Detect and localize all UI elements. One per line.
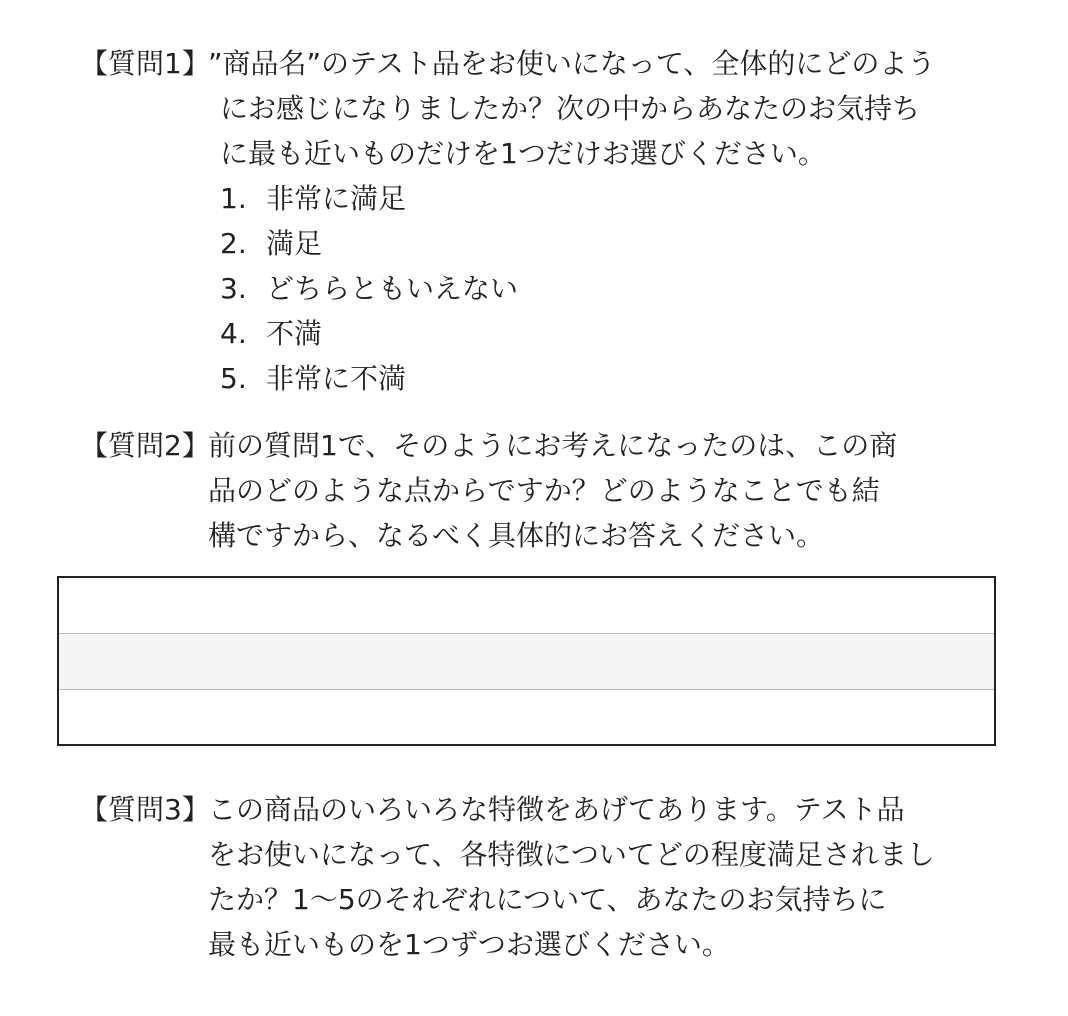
option-label: 非常に満足 xyxy=(266,182,407,215)
option-label: どちらともいえない xyxy=(266,272,519,305)
question-1 xyxy=(80,41,1008,401)
question-2-line: 品のどのような点からですか？どのようなことでも結 xyxy=(208,474,880,507)
option-label: 非常に不満 xyxy=(266,362,407,395)
option-very-satisfied[interactable] xyxy=(220,176,1008,221)
option-number: 1. xyxy=(220,182,247,215)
question-2-line: 構ですから、なるべく具体的にお答えください。 xyxy=(208,519,825,552)
question-1-line: にお感じになりましたか？次の中からあなたのお気持ち xyxy=(220,92,921,125)
option-very-dissatisfied[interactable] xyxy=(220,356,1008,401)
question-3-line: たか？1〜5のそれぞれについて、あなたのお気持ちに xyxy=(208,883,887,916)
question-3-label: 【質問3】 xyxy=(80,793,210,826)
answer-line-2[interactable] xyxy=(59,634,994,690)
option-number: 5. xyxy=(220,362,247,395)
option-number: 2. xyxy=(220,227,247,260)
option-label: 不満 xyxy=(266,317,323,350)
question-3-line: をお使いになって、各特徴についてどの程度満足されまし xyxy=(208,838,935,871)
answer-box[interactable] xyxy=(57,576,996,746)
option-neutral[interactable] xyxy=(220,266,1008,311)
question-1-label: 【質問1】 xyxy=(80,47,210,80)
option-dissatisfied[interactable] xyxy=(220,311,1008,356)
question-1-options xyxy=(220,176,1008,401)
option-satisfied[interactable] xyxy=(220,221,1008,266)
question-2-text xyxy=(208,423,1008,558)
question-2-label: 【質問2】 xyxy=(80,429,210,462)
option-number: 4. xyxy=(220,317,247,350)
question-3-line: この商品のいろいろな特徴をあげてあります。テスト品 xyxy=(208,793,905,826)
question-3-line: 最も近いものを1つずつお選びください。 xyxy=(208,928,730,961)
question-3 xyxy=(80,787,1008,967)
question-1-text xyxy=(208,41,1008,176)
answer-line-1[interactable] xyxy=(59,578,994,634)
question-1-line: ”商品名”のテスト品をお使いになって、全体的にどのよう xyxy=(208,47,936,80)
answer-line-3[interactable] xyxy=(59,690,994,746)
question-1-line: に最も近いものだけを1つだけお選びください。 xyxy=(220,137,826,170)
option-number: 3. xyxy=(220,272,247,305)
question-3-text xyxy=(208,787,1008,967)
question-2 xyxy=(80,423,1008,558)
question-2-line: 前の質問1で、そのようにお考えになったのは、この商 xyxy=(208,429,898,462)
option-label: 満足 xyxy=(266,227,323,260)
